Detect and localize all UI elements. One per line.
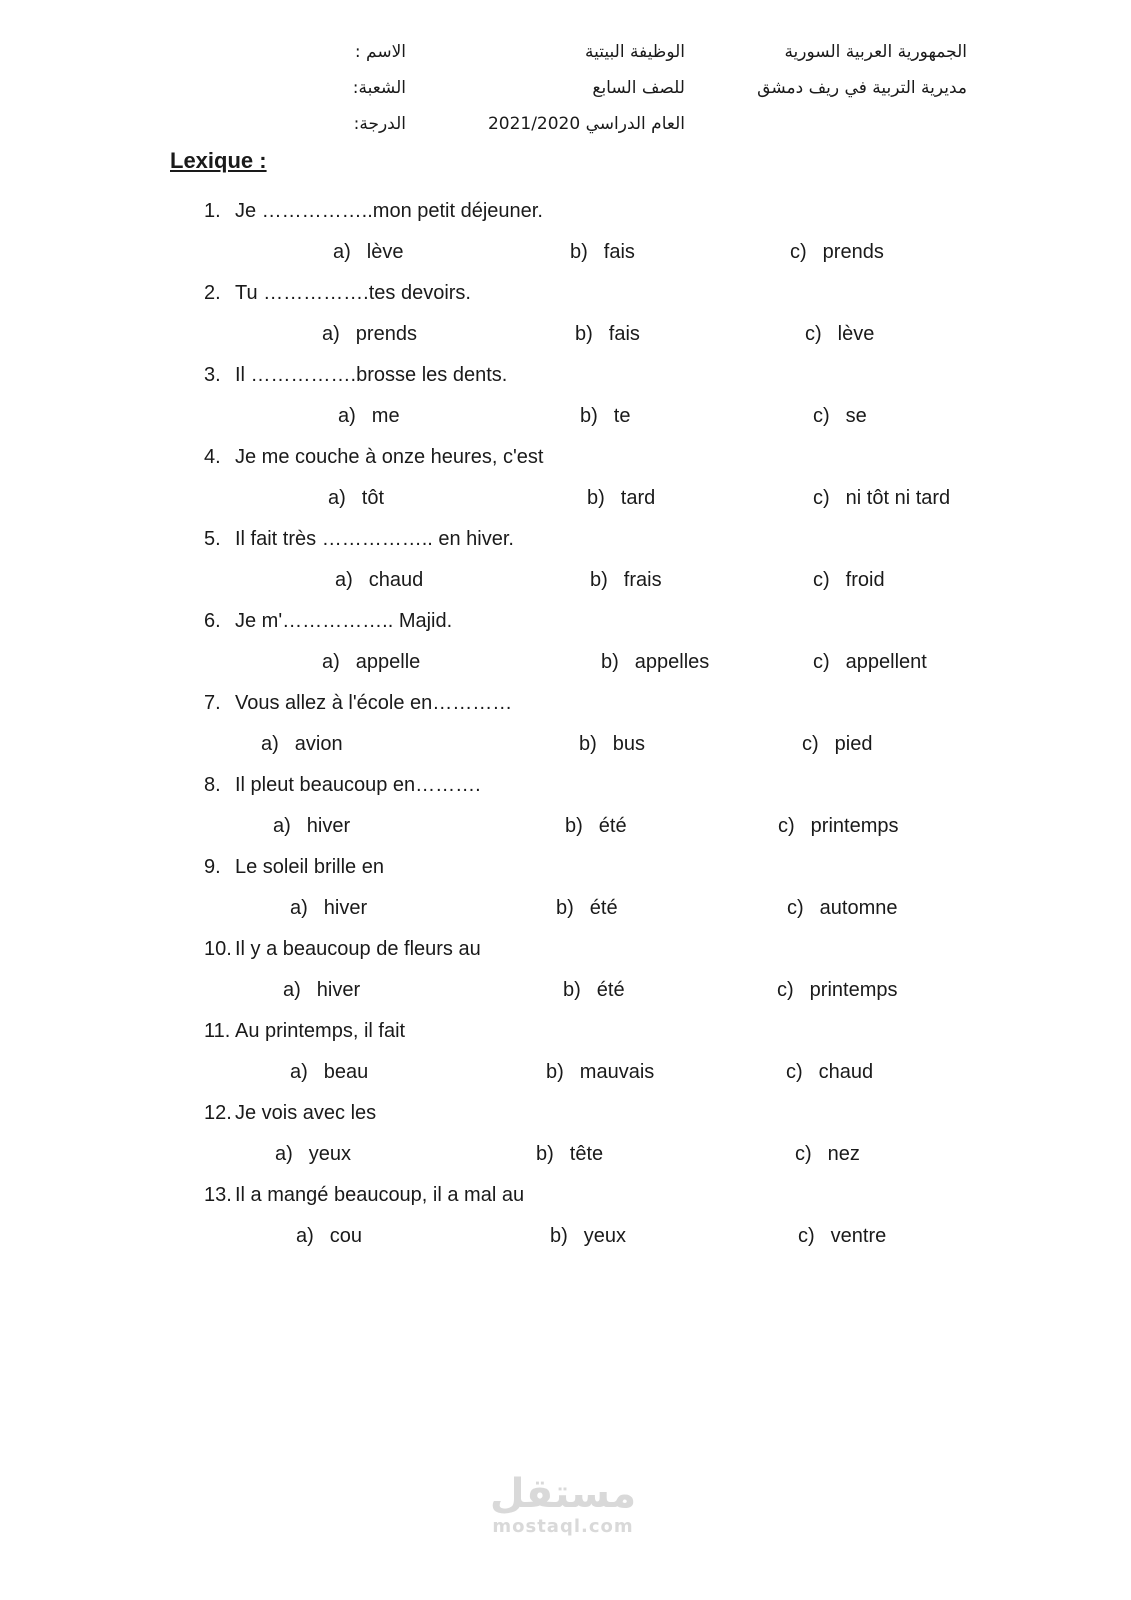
option-2c[interactable]: c) lève xyxy=(805,323,875,345)
question-3: 3. Il …………….brosse les dents. xyxy=(204,364,508,386)
option-13a[interactable]: a) cou xyxy=(296,1225,363,1247)
watermark-arabic: مستقل xyxy=(489,1471,637,1517)
option-10c[interactable]: c) printemps xyxy=(777,979,898,1001)
header-school-year xyxy=(488,114,685,134)
question-13: 13. Il a mangé beaucoup, il a mal au xyxy=(204,1184,525,1206)
option-9b[interactable]: b) été xyxy=(556,897,618,919)
option-8c[interactable]: c) printemps xyxy=(778,815,899,837)
watermark-logo xyxy=(488,1472,638,1537)
option-11b[interactable]: b) mauvais xyxy=(546,1061,655,1083)
option-9c[interactable]: c) automne xyxy=(787,897,898,919)
option-2a[interactable]: a) prends xyxy=(322,323,417,345)
question-8: 8. Il pleut beaucoup en………. xyxy=(204,774,481,796)
option-13b[interactable]: b) yeux xyxy=(550,1225,627,1247)
option-5b[interactable]: b) frais xyxy=(590,569,662,591)
option-1a[interactable]: a) lève xyxy=(333,241,404,263)
header-country: الجمهورية العربية السورية xyxy=(784,42,967,62)
option-10b[interactable]: b) été xyxy=(563,979,625,1001)
option-13c[interactable]: c) ventre xyxy=(798,1225,887,1247)
watermark-latin: mostaql.com xyxy=(492,1516,634,1537)
section-title: Lexique : xyxy=(170,148,267,173)
question-7: 7. Vous allez à l'école en………… xyxy=(204,692,513,714)
option-3c[interactable]: c) se xyxy=(813,405,867,427)
option-3a[interactable]: a) me xyxy=(338,405,400,427)
option-4c[interactable]: c) ni tôt ni tard xyxy=(813,487,951,509)
option-6a[interactable]: a) appelle xyxy=(322,651,421,673)
option-6b[interactable]: b) appelles xyxy=(601,651,710,673)
option-11c[interactable]: c) chaud xyxy=(786,1061,874,1083)
question-2: 2. Tu …………….tes devoirs. xyxy=(204,282,471,304)
option-9a[interactable]: a) hiver xyxy=(290,897,368,919)
question-6: 6. Je m'…………….. Majid. xyxy=(204,610,453,632)
option-12b[interactable]: b) tête xyxy=(536,1143,604,1165)
option-1c[interactable]: c) prends xyxy=(790,241,884,263)
option-8a[interactable]: a) hiver xyxy=(273,815,351,837)
year-label: العام الدراسي xyxy=(585,114,685,134)
question-11: 11. Au printemps, il fait xyxy=(204,1020,406,1042)
option-10a[interactable]: a) hiver xyxy=(283,979,361,1001)
option-7c[interactable]: c) pied xyxy=(802,733,873,755)
question-4: 4. Je me couche à onze heures, c'est xyxy=(204,446,544,468)
header-name-label: الاسم : xyxy=(354,42,406,62)
question-1: 1. Je ……………..mon petit déjeuner. xyxy=(204,200,543,222)
header-section-label: الشعبة: xyxy=(352,78,406,98)
option-5a[interactable]: a) chaud xyxy=(335,569,424,591)
option-7a[interactable]: a) avion xyxy=(261,733,343,755)
option-8b[interactable]: b) été xyxy=(565,815,627,837)
question-5: 5. Il fait très …………….. en hiver. xyxy=(204,528,514,550)
option-6c[interactable]: c) appellent xyxy=(813,651,927,673)
option-11a[interactable]: a) beau xyxy=(290,1061,369,1083)
option-1b[interactable]: b) fais xyxy=(570,241,635,263)
header-directorate: مديرية التربية في ريف دمشق xyxy=(757,78,967,98)
header-grade: للصف السابع xyxy=(592,78,685,98)
question-12: 12. Je vois avec les xyxy=(204,1102,377,1124)
option-4a[interactable]: a) tôt xyxy=(328,487,385,509)
option-5c[interactable]: c) froid xyxy=(813,569,885,591)
option-12a[interactable]: a) yeux xyxy=(275,1143,352,1165)
question-10: 10. Il y a beaucoup de fleurs au xyxy=(204,938,481,960)
option-12c[interactable]: c) nez xyxy=(795,1143,860,1165)
option-7b[interactable]: b) bus xyxy=(579,733,646,755)
option-3b[interactable]: b) te xyxy=(580,405,631,427)
header-score-label: الدرجة: xyxy=(353,114,406,134)
year-value: 2021/2020 xyxy=(487,114,581,134)
header-assignment: الوظيفة البيتية xyxy=(585,42,685,62)
option-2b[interactable]: b) fais xyxy=(575,323,640,345)
option-4b[interactable]: b) tard xyxy=(587,487,656,509)
question-9: 9. Le soleil brille en xyxy=(204,856,384,878)
